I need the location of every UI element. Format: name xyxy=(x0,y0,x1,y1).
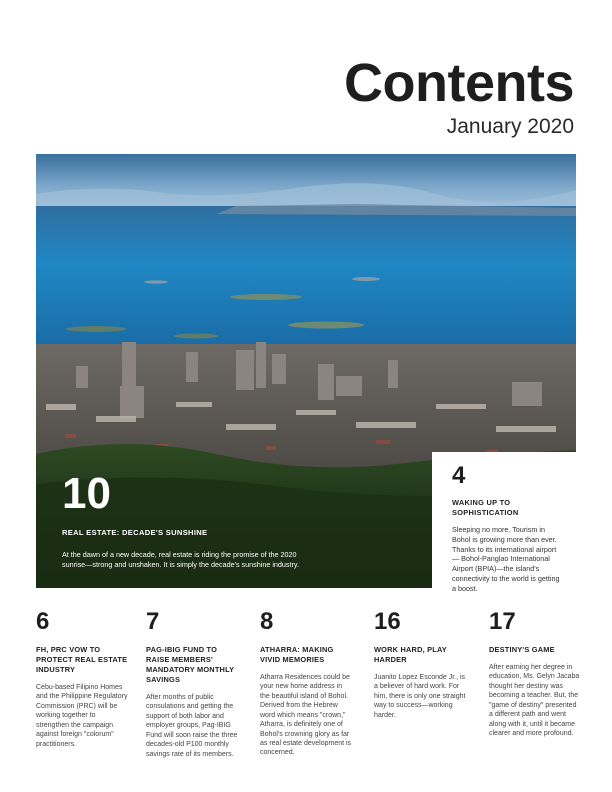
side-feature[interactable] xyxy=(432,452,576,593)
item-description: Cebu-based Filipino Homes and the Philippine Regulatory Commission (PRC) will be working together to strengthen the campaign against foreign "colorum" practitioners. xyxy=(36,683,128,748)
feature-description: At the dawn of a new decade, real estate is riding the promise of the 2020 sunrise—strong and unshaken. It is simply the decade's sunshine industry. xyxy=(62,550,299,569)
contents-item[interactable] xyxy=(36,610,128,749)
hero-feature[interactable] xyxy=(62,469,312,569)
item-description: After earning her degree in education, Ms. Gelyn Jacaba thought her destiny was becoming a teacher. But, the "game of destiny" presented a different path and went along with it, until it became clearer and more profound. xyxy=(489,663,580,738)
side-feature-description: Sleeping no more. Tourism in Bohol is growing more than ever. Thanks to its international airport — Bohol-Panglao International Airport (BPIA)—the island's connectivity to the world is getting a boost. xyxy=(452,525,560,593)
item-page-number: 16 xyxy=(374,608,401,635)
contents-item[interactable] xyxy=(489,610,581,738)
item-page-number: 7 xyxy=(146,608,160,635)
item-description: Juanito Lopez Esconde Jr., is a believer of hard work. For him, there is only one straight way to success—working harder. xyxy=(374,673,466,719)
item-headline: FH, PRC VOW TO PROTECT REAL ESTATE INDUSTRY xyxy=(36,645,128,674)
item-page-number: 8 xyxy=(260,608,274,635)
item-headline: ATHARRA: MAKING VIVID MEMORIES xyxy=(260,645,334,664)
item-description: After months of public consulations and getting the support of both labor and employer groups, Pag-IBIG Fund will soon raise the three decades-old P100 monthly savings rate of its members. xyxy=(146,693,238,758)
side-feature-headline: WAKING UP TO SOPHISTICATION xyxy=(452,498,519,517)
item-headline: PAG-IBIG FUND TO RAISE MEMBERS' MANDATORY MONTHLY SAVINGS xyxy=(146,645,235,684)
feature-headline: REAL ESTATE: DECADE'S SUNSHINE xyxy=(62,528,208,537)
item-page-number: 17 xyxy=(489,608,516,635)
feature-page-number: 10 xyxy=(62,469,111,518)
contents-item[interactable] xyxy=(260,610,352,758)
issue-date: January 2020 xyxy=(446,115,574,138)
side-feature-page-number: 4 xyxy=(452,462,466,489)
item-description: Atharra Residences could be your new home address in the beautiful island of Bohol. Derived from the Hebrew word which means "crown," Atharra, is definitely one of Bohol's crowning glory as far as real estate development is concerned. xyxy=(260,673,352,757)
item-page-number: 6 xyxy=(36,608,50,635)
contents-item[interactable] xyxy=(146,610,238,759)
page-title: Contents xyxy=(344,53,574,113)
contents-item[interactable] xyxy=(374,610,466,720)
item-headline: DESTINY'S GAME xyxy=(489,645,555,654)
item-headline: WORK HARD, PLAY HARDER xyxy=(374,645,447,664)
